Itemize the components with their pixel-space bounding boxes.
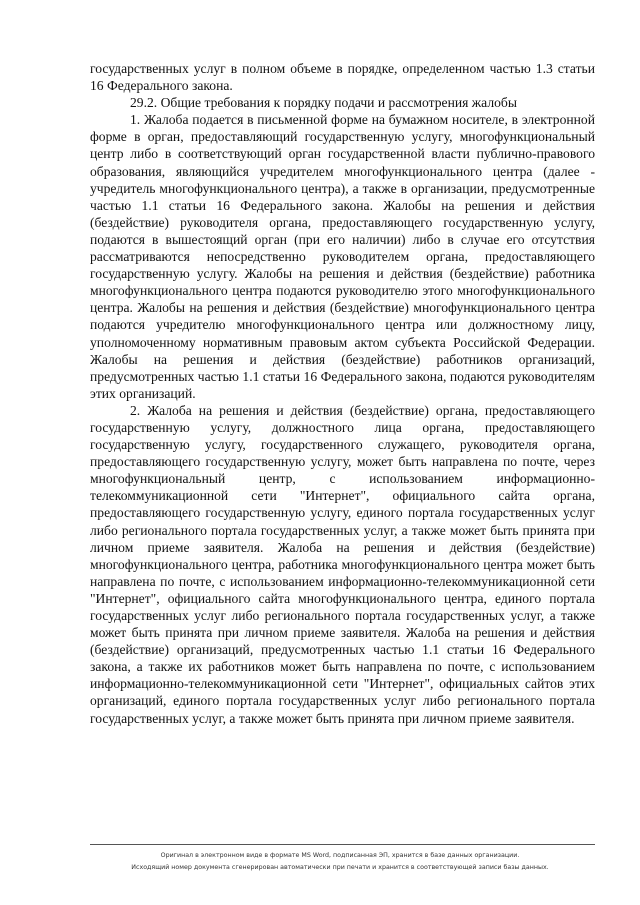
intro-paragraph: государственных услуг в полном объеме в порядке, определенном частью 1.3 статьи 16 Федерального закона. <box>90 61 595 94</box>
paragraph-2: 2. Жалоба на решения и действия (бездействие) органа, предоставляющего государственную услугу, должностного лица органа, предоставляющего государственную услугу, государственного служащего, руководителя органа, предоставляющего государственную услугу, может быть направлена по почте, через многофункциональный центр, с использованием информационно-телекоммуникационной сети "Интернет", официального сайта органа, предоставляющего государственную услугу, единого портала государственных услуг либо регионального портала государственных услуг, а также может быть принята при личном приеме заявителя. Жалоба на решения и действия (бездействие) многофункционального центра, работника многофункционального центра может быть направлена по почте, с использованием информационно-телекоммуникационной сети "Интернет", официального сайта многофункционального центра, единого портала государственных услуг либо регионального портала государственных услуг, а также может быть принята при личном приеме заявителя. Жалоба на решения и действия (бездействие) организаций, предусмотренных частью 1.1 статьи 16 Федерального закона, а также их работников может быть направлена по почте, с использованием информационно-телекоммуникационной сети "Интернет", официальных сайтов этих организаций, единого портала государственных услуг либо регионального портала государственных услуг, а также может быть принята при личном приеме заявителя. <box>90 402 595 726</box>
footer-divider <box>90 844 595 845</box>
section-heading: 29.2. Общие требования к порядку подачи и рассмотрения жалобы <box>130 95 517 111</box>
document-footer <box>60 850 620 874</box>
footer-line-1: Оригинал в электронном виде в формате MS Word, подписанная ЭП, хранится в базе данных организации. <box>160 852 520 859</box>
document-body <box>90 60 595 727</box>
footer-line-2: Исходящий номер документа сгенерирован автоматически при печати и хранится в соответствующей записи базы данных. <box>131 864 549 871</box>
paragraph-1: 1. Жалоба подается в письменной форме на бумажном носителе, в электронной форме в орган, предоставляющий государственную услугу, многофункциональный центр либо в соответствующий орган государственной власти публично-правового образования, являющийся учредителем многофункционального центра (далее - учредитель многофункционального центра), а также в организации, предусмотренные частью 1.1 статьи 16 Федерального закона. Жалобы на решения и действия (бездействие) руководителя органа, предоставляющего государственную услугу, подаются в вышестоящий орган (при его наличии) либо в случае его отсутствия рассматриваются непосредственно руководителем органа, предоставляющего государственную услугу. Жалобы на решения и действия (бездействие) работника многофункционального центра подаются руководителю этого многофункционального центра. Жалобы на решения и действия (бездействие) многофункционального центра подаются учредителю многофункционального центра или должностному лицу, уполномоченному нормативным правовым актом субъекта Российской Федерации. Жалобы на решения и действия (бездействие) работников организаций, предусмотренных частью 1.1 статьи 16 Федерального закона, подаются руководителям этих организаций. <box>90 112 595 401</box>
